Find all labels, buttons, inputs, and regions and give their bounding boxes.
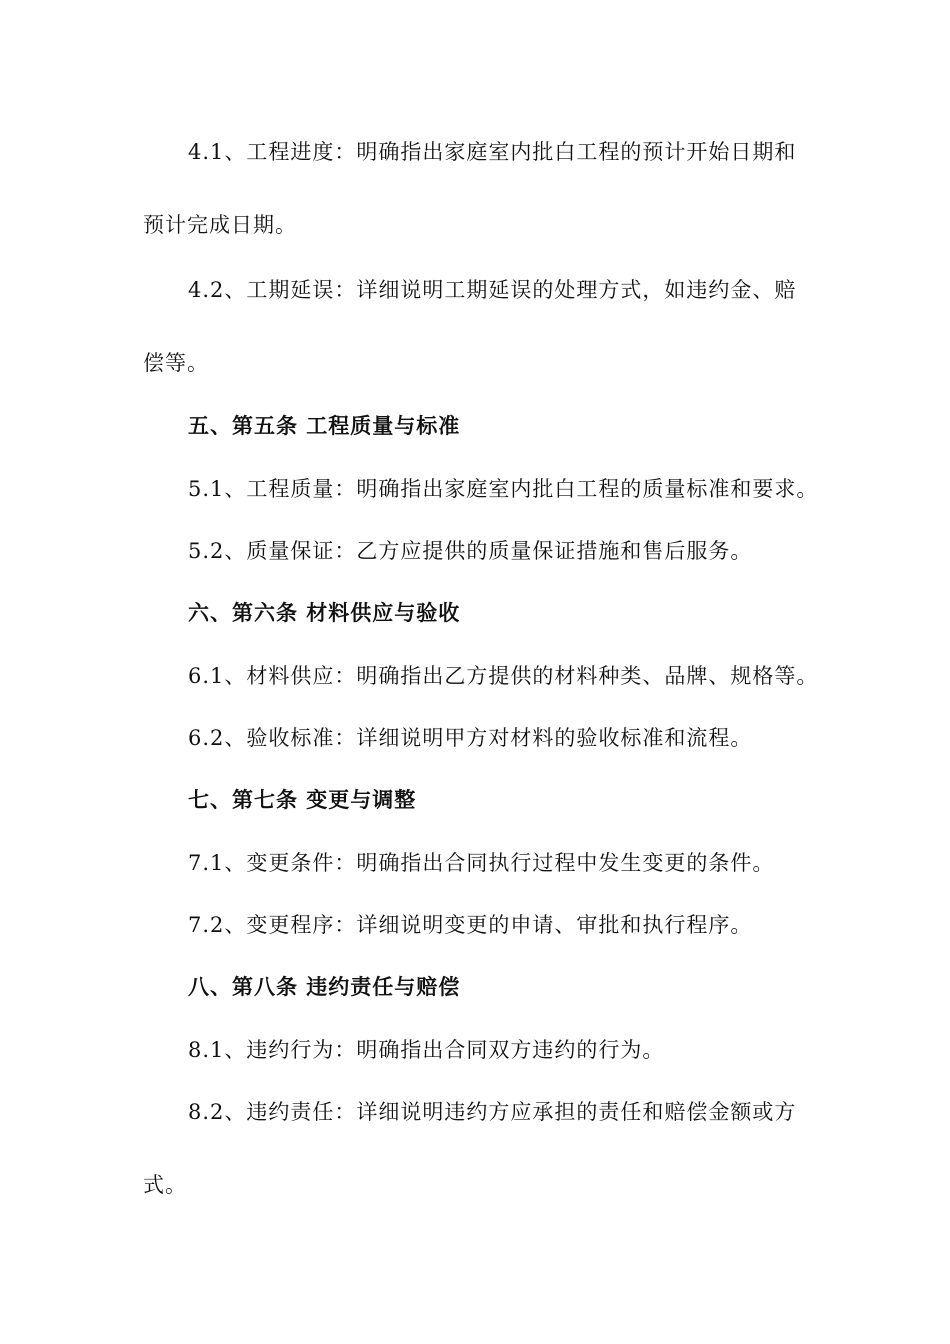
clause-8-2-line-1: 8.2、违约责任：详细说明违约方应承担的责任和赔偿金额或方 bbox=[188, 1100, 797, 1124]
clause-4-2-line-1: 4.2、工期延误：详细说明工期延误的处理方式，如违约金、赔 bbox=[188, 278, 797, 302]
clause-5-1: 5.1、工程质量：明确指出家庭室内批白工程的质量标准和要求。 bbox=[188, 477, 819, 501]
clause-4-1-line-1: 4.1、工程进度：明确指出家庭室内批白工程的预计开始日期和 bbox=[188, 140, 797, 164]
clause-4-1-line-2: 预计完成日期。 bbox=[143, 213, 297, 237]
clause-6-2: 6.2、验收标准：详细说明甲方对材料的验收标准和流程。 bbox=[188, 726, 753, 750]
section-5-heading: 五、第五条 工程质量与标准 bbox=[188, 413, 461, 438]
clause-8-2-line-2: 式。 bbox=[143, 1173, 187, 1197]
clause-4-2-line-2: 偿等。 bbox=[143, 351, 209, 375]
clause-7-1: 7.1、变更条件：明确指出合同执行过程中发生变更的条件。 bbox=[188, 851, 775, 875]
clause-7-2: 7.2、变更程序：详细说明变更的申请、审批和执行程序。 bbox=[188, 913, 753, 937]
section-7-heading: 七、第七条 变更与调整 bbox=[188, 787, 417, 812]
section-8-heading: 八、第八条 违约责任与赔偿 bbox=[188, 974, 461, 999]
section-6-heading: 六、第六条 材料供应与验收 bbox=[188, 600, 461, 625]
clause-8-1: 8.1、违约行为：明确指出合同双方违约的行为。 bbox=[188, 1038, 665, 1062]
clause-6-1: 6.1、材料供应：明确指出乙方提供的材料种类、品牌、规格等。 bbox=[188, 664, 819, 688]
clause-5-2: 5.2、质量保证：乙方应提供的质量保证措施和售后服务。 bbox=[188, 539, 753, 563]
